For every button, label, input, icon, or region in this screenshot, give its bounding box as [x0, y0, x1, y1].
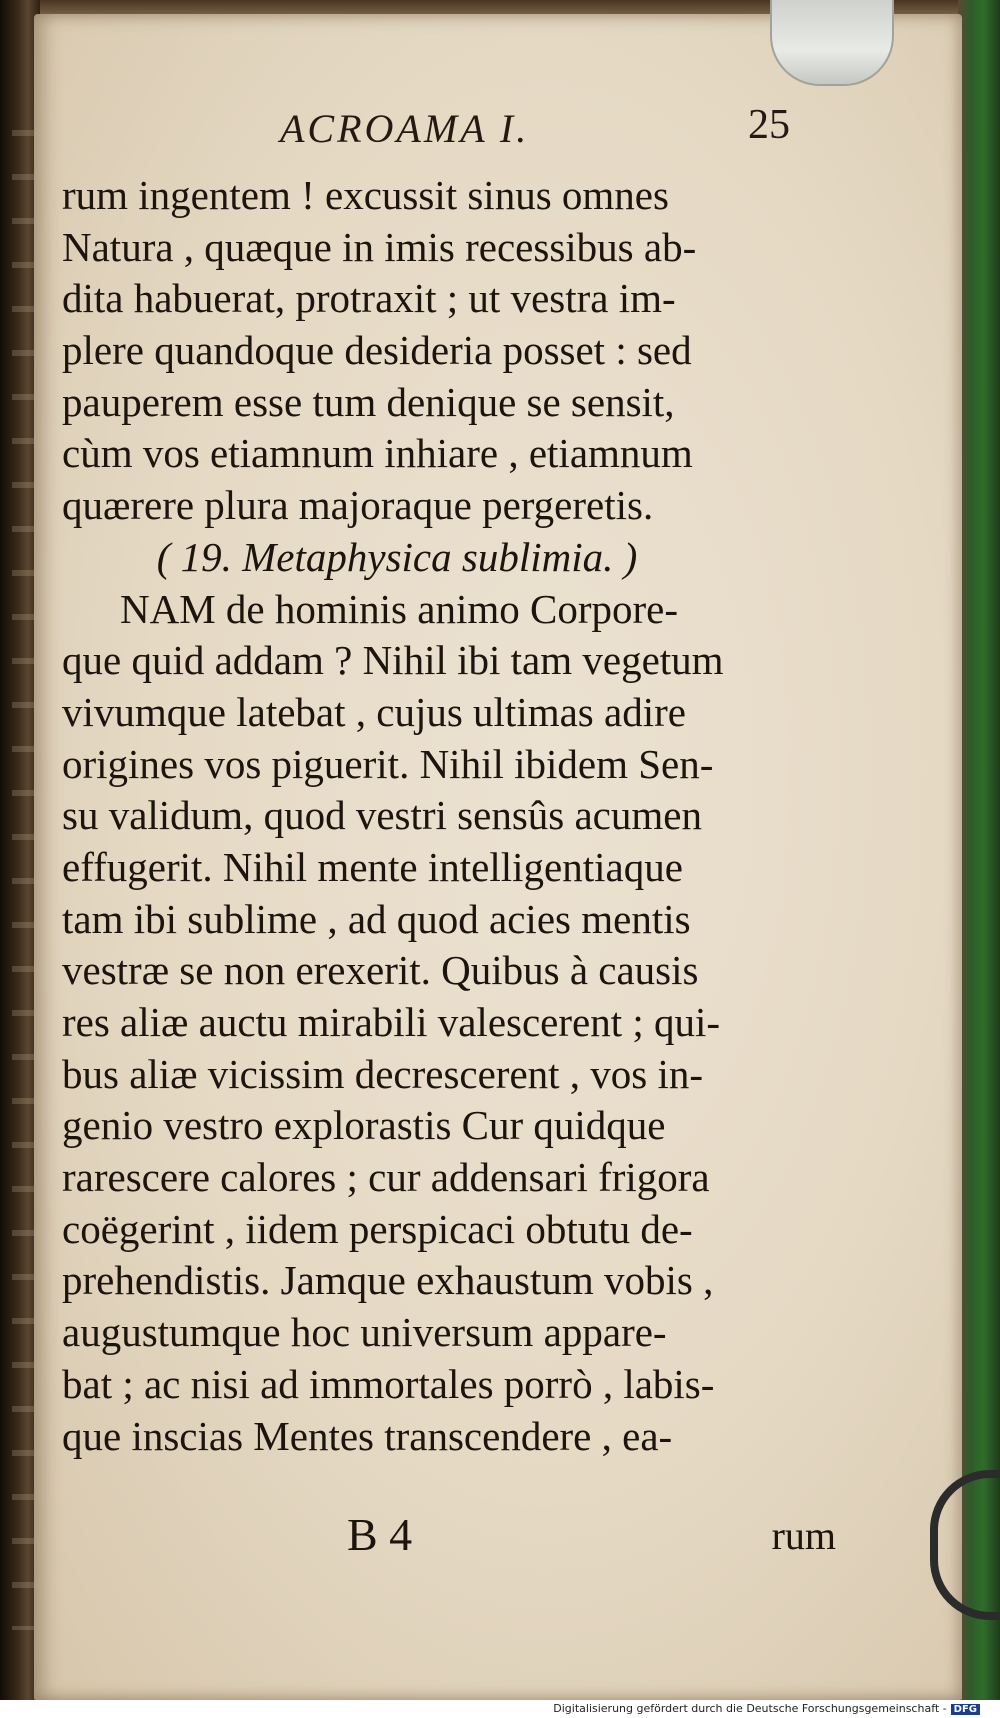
text-line: que quid addam ? Nihil ibi tam vegetum [62, 637, 724, 684]
signature-mark: B 4 [347, 1509, 413, 1560]
page-header [60, 102, 790, 157]
running-head: ACROAMA I. [280, 106, 530, 151]
text-line: rum ingentem ! excussit sinus omnes [62, 172, 669, 218]
section-heading: ( 19. Metaphysica sublimia. ) [156, 533, 638, 580]
catchword: rum [771, 1513, 836, 1558]
text-line: augustumque hoc universum appare- [62, 1309, 667, 1356]
text-line: plere quandoque desideria posset : sed [62, 327, 692, 374]
text-line: vestræ se non erexerit. Quibus à causis [62, 947, 699, 994]
text-line: dita habuerat, protraxit ; ut vestra im- [62, 275, 676, 322]
text-line: NAM de hominis animo Corpore- [120, 585, 678, 632]
dfg-logo: DFG [951, 1704, 980, 1715]
text-line: bat ; ac nisi ad immortales porrò , labis- [62, 1360, 715, 1407]
body-text [62, 170, 822, 1462]
text-line: cùm vos etiamnum inhiare , etiamnum [62, 430, 693, 477]
text-line: tam ibi sublime , ad quod acies mentis [62, 895, 691, 942]
footer-credit-text: Digitalisierung gefördert durch die Deutsche Forschungsgemeinschaft - [553, 1702, 947, 1715]
text-line: su validum, quod vestri sensûs acumen [62, 792, 702, 839]
page-footer-line [62, 1508, 836, 1568]
right-cloth-edge [958, 0, 1000, 1700]
text-line: effugerit. Nihil mente intelligentiaque [62, 843, 683, 890]
text-line: pauperem esse tum denique se sensit, [62, 378, 675, 425]
text-line: prehendistis. Jamque exhaustum vobis , [62, 1257, 714, 1304]
text-line: bus aliæ vicissim decrescerent , vos in- [62, 1050, 704, 1097]
text-line: genio vestro explorastis Cur quidque [62, 1102, 666, 1149]
text-line: Natura , quæque in imis recessibus ab- [62, 223, 697, 270]
top-clip [770, 0, 894, 86]
text-line: res aliæ auctu mirabili valescerent ; qui- [62, 999, 721, 1045]
text-line: origines vos piguerit. Nihil ibidem Sen- [62, 740, 714, 787]
page-number: 25 [748, 102, 790, 148]
footer-credit [553, 1702, 980, 1715]
text-line: vivumque latebat , cujus ultimas adire [62, 688, 686, 735]
text-line: coëgerint , iidem perspicaci obtutu de- [62, 1205, 693, 1252]
text-line: quærere plura majoraque pergeretis. [62, 482, 654, 529]
text-line: rarescere calores ; cur addensari frigora [62, 1154, 710, 1201]
text-line: que inscias Mentes transcendere , ea- [62, 1412, 673, 1459]
